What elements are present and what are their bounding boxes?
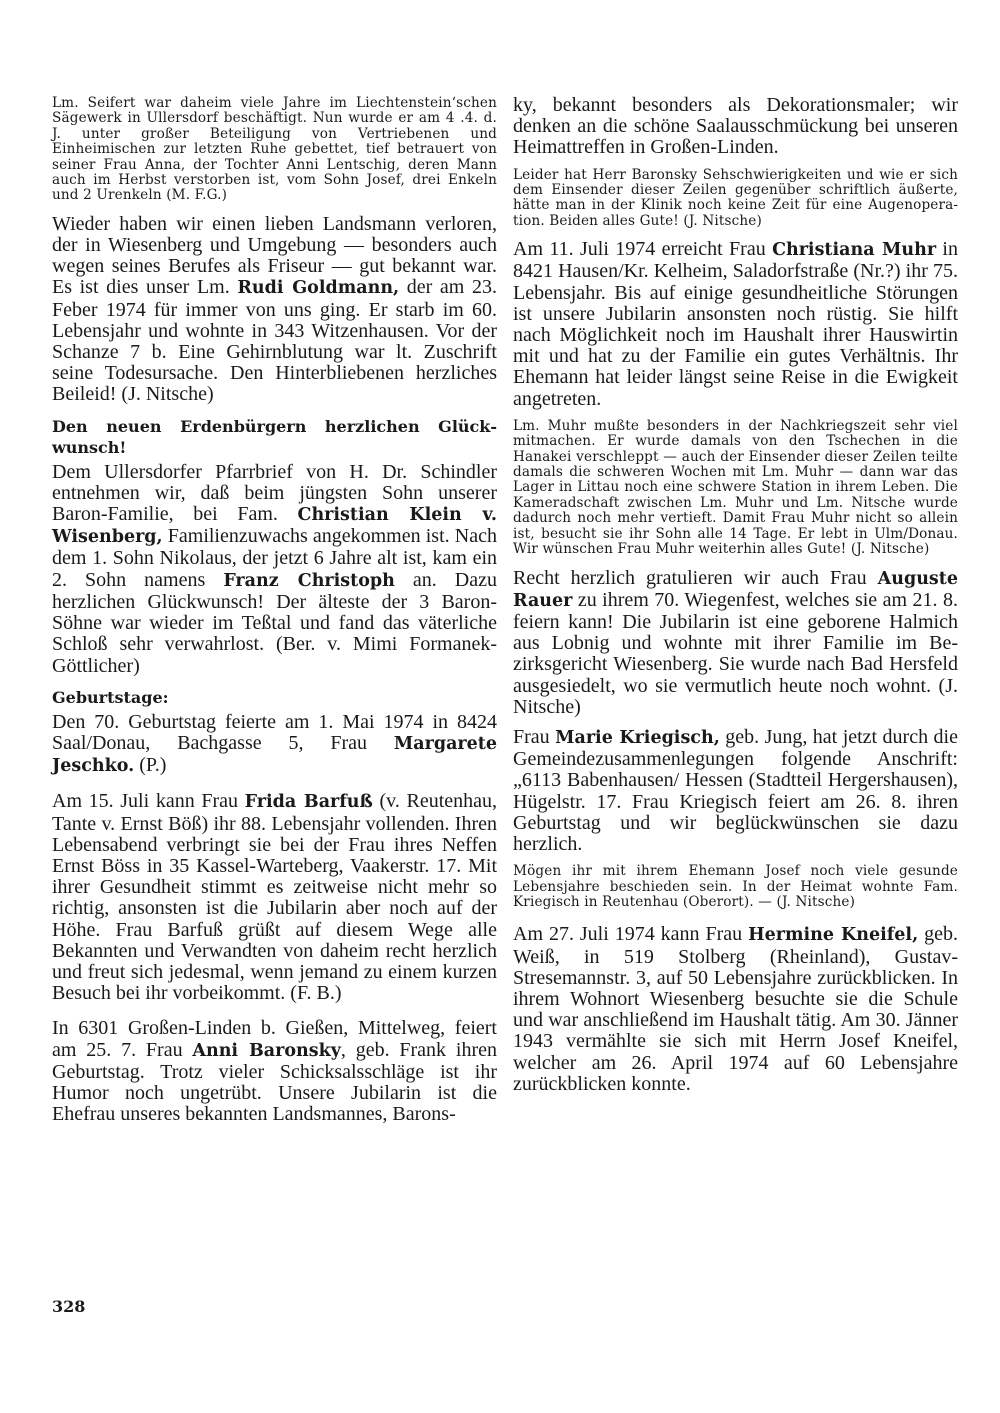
person-name: Frida Barfuß bbox=[244, 792, 373, 813]
baronsky-note: Leider hat Herr Baronsky Sehschwierigkeiten und wie er sich dem Einsender dieser Zeilen gegenüber schriftlich äußerte, hätte man in der Klinik noch keine Zeit für eine Augenoperation. Beiden alles Gute! (J. Nitsche) bbox=[513, 166, 958, 229]
birthday-kriegisch: Frau Marie Kriegisch, geb. Jung, hat jetzt durch die Gemeindezusammenlegungen folgende Anschrift: „6113 Babenhausen/ Hessen (Stadtteil Hergershausen), Hügelstr. 17. Frau Kriegisch feiert am 26. 8. ihren Geburtstag und wir beglückwünschen sie dazu herzlich. bbox=[513, 725, 958, 855]
person-name: Margarete Jeschko. bbox=[52, 733, 497, 777]
kriegisch-note: Mögen ihr mit ihrem Ehemann Josef noch viele gesunde Lebensjahre beschieden sein. In der Heimat wohnte Fam. Kriegisch in Reutenhau (Oberort). — (J. Nitsche) bbox=[513, 863, 958, 910]
obituary-seifert: Lm. Seifert war daheim viele Jahre im Liechtenstein‘schen Sägewerk in Ullersdorf beschäftigt. Nun wurde er am 4 .4. d. J. unter großer Beteiligung von Vertriebenen und Einheimischen zur letzten Ruhe gebettet, tief betrauert von seiner Frau Anna, der Tochter Anni Lentschig, deren Mann auch im Herbst verstorben ist, vom Sohn Josef, drei Enkeln und 2 Urenkeln (M. F.G.) bbox=[52, 95, 497, 204]
baronsky-continued: ky, bekannt besonders als Dekorationsmaler; wir denken an die schöne Saalausschmückung bei unseren Heimattreffen in Großen-Linden. bbox=[513, 94, 958, 159]
person-name: Hermine Kneifel, bbox=[748, 925, 919, 946]
person-name: Auguste Rauer bbox=[513, 568, 958, 611]
person-name: Christian Klein v. Wisenberg, bbox=[52, 505, 497, 548]
person-name: Christiana Muhr bbox=[772, 240, 937, 261]
birth-announcement: Dem Ullersdorfer Pfarrbrief von H. Dr. Schindler entnehmen wir, daß beim jüngsten Sohn unserer Baron-Familie, bei Fam. Christian Klein v. Wisenberg, Familienzuwachs angekommen ist. Nach dem 1. Sohn Nikolaus, der jetzt 6 Jahre alt ist, kam ein 2. Sohn namens Franz Christoph an. Dazu herzlichen Glückwunsch! Der älteste der 3 Baron-Söhne war wieder im Teßtal und fand das väterliche Schloß sehr verwahrlost. (Ber. v. Mimi Formanek-Göttlicher) bbox=[52, 460, 497, 677]
birthday-jeschko: Den 70. Geburtstag feierte am 1. Mai 1974 in 8424 Saal/Donau, Bachgasse 5, Frau Margarete Jeschko. (P.) bbox=[52, 710, 497, 777]
person-name: Anni Baronsky bbox=[192, 1040, 341, 1061]
person-name: Marie Kriegisch, bbox=[555, 727, 720, 748]
right-column bbox=[513, 95, 958, 1104]
obituary-goldmann: Wieder haben wir einen lieben Landsmann verloren, der in Wiesenberg und Umgebung — besonders auch wegen seines Berufes als Friseur — gut bekannt war. Es ist dies unser Lm. Rudi Goldmann, der am 23. Feber 1974 für immer von uns ging. Er starb im 60. Lebensjahr und wohnte in 343 Witzenhausen. Vor der Schanze 7 b. Eine Gehirnblutung war lt. Zuschrift seine Todesursache. Den Hinterbliebenen herzliches Beileid! (J. Nitsche) bbox=[52, 212, 497, 406]
birthday-kneifel: Am 27. Juli 1974 kann Frau Hermine Kneifel, geb. Weiß, in 519 Stolberg (Rheinland), Gustav-Stresemannstr. 3, auf 50 Lebensjahre zurückblicken. In ihrem Wohnort Wiesenberg besuchte sie die Schule und war anschließend im Haushalt tätig. Am 30. Jänner 1943 vermählte sie sich mit Herrn Josef Kneifel, welcher am 26. April 1974 auf 60 Lebensjahre zurückblicken konnte. bbox=[513, 923, 958, 1095]
person-name: Franz Christoph bbox=[223, 570, 395, 591]
left-column bbox=[52, 96, 497, 1134]
birthday-rauer: Recht herzlich gratulieren wir auch Frau Auguste Rauer zu ihrem 70. Wiegenfest, welches sie am 21. 8. feiern kann! Die Jubilarin ist eine geborene Halmich aus Lobnig und wohnte mit ihrer Familie im Bezirksgericht Wiesenberg. Sie wurde nach Bad Hersfeld ausgesiedelt, wo sie vermutlich heute noch wohnt. (J. Nitsche) bbox=[513, 566, 958, 718]
section-heading-birthdays: Geburtstage: bbox=[52, 687, 169, 707]
birthday-baronsky: In 6301 Großen-Linden b. Gießen, Mittelweg, feiert am 25. 7. Frau Anni Baronsky, geb. Frank ihren Geburtstag. Trotz vieler Schicksalsschläge ist ihr Humor noch ungetrübt. Unsere Jubilarin ist die Ehefrau unseres bekannten Landsmannes, Barons- bbox=[52, 1017, 497, 1126]
section-heading-births: Den neuen Erdenbürgern herzlichen Glückwunsch! bbox=[52, 416, 497, 457]
birthday-barfuss: Am 15. Juli kann Frau Frida Barfuß (v. Reutenhau, Tante v. Ernst Böß) ihr 88. Lebensjahr vollenden. Ihren Lebensabend verbringt sie bei der Frau ihres Neffen Ernst Böss in 35 Kassel-Warteberg, Vaakerstr. 17. Mit ihrer Gesundheit stimmt es zeitweise nicht mehr so richtig, ansonsten ist die Jubilarin aber noch auf der Höhe. Frau Barfuß grüßt auf diesem Wege alle Bekannten und Verwandten von daheim recht herzlich und freut sich jedesmal, wenn jemand zu einem kurzen Besuch bei ihr vorbeikommt. (F. B.) bbox=[52, 790, 498, 1005]
person-name: Rudi Goldmann, bbox=[237, 278, 400, 299]
page-number: 328 bbox=[52, 1297, 86, 1316]
muhr-note: Lm. Muhr mußte besonders in der Nachkriegszeit sehr viel mitmachen. Er wurde damals von den Tschechen in die Hanakei verschleppt — auch der Einsender dieser Zeilen teilte damals die schweren Wochen mit Lm. Muhr — dann war das Lager in Littau noch eine schwere Station in ihrem Leben. Die Kameradschaft zwischen Lm. Muhr und Lm. Nitsche wurde dadurch noch mehr vertieft. Damit Frau Muhr nicht so allein ist, besucht sie ihr Sohn alle 14 Tage. Er lebt in Ulm/Donau. Wir wünschen Frau Muhr weiterhin alles Gute! (J. Nitsche) bbox=[513, 417, 958, 558]
birthday-muhr: Am 11. Juli 1974 erreicht Frau Christiana Muhr in 8421 Hausen/Kr. Kelheim, Saladorfstraße (Nr.?) ihr 75. Lebensjahr. Bis auf einige gesundheitliche Störungen ist unsere Jubilarin ansonsten noch rüstig. Sie hilft nach Möglichkeit noch im Haushalt ihrer Hauswirtin mit und hat zu der Familie ein gutes Verhältnis. Ihr Ehemann hat leider längst seine Reise in die Ewigkeit angetreten. bbox=[513, 238, 958, 410]
